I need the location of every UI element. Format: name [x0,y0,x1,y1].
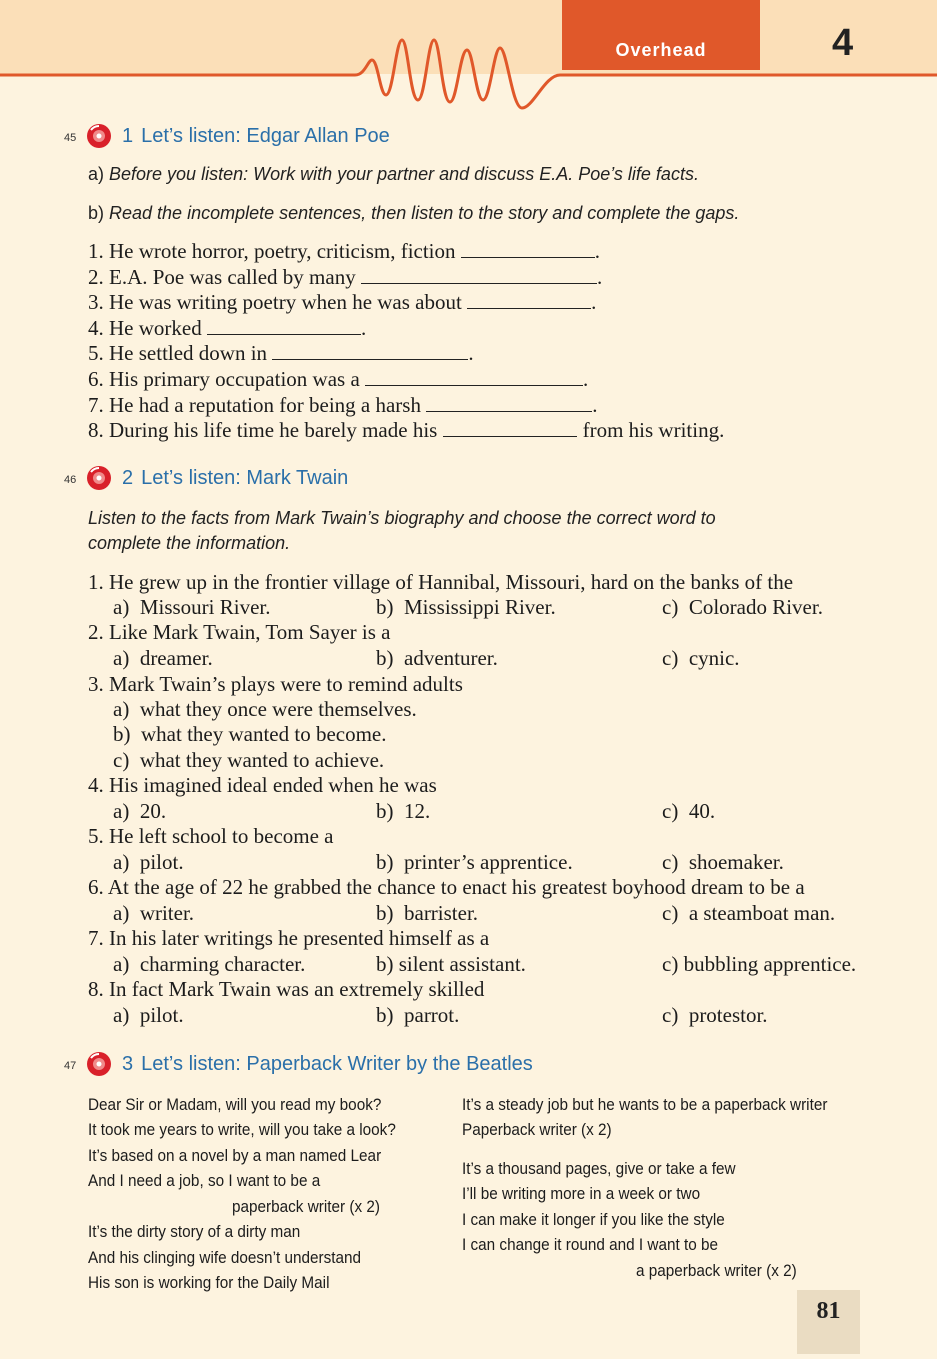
section-1-heading [0,122,937,152]
lyric-line: paperback writer (x 2) [232,1197,380,1216]
page-number-box [797,1290,860,1354]
option-c[interactable]: c) Colorado River. [662,595,823,619]
option-c[interactable]: c) what they wanted to achieve. [113,748,385,772]
gap-item-5: 5. He settled down in . [88,341,474,365]
option-b[interactable]: b) Mississippi River. [376,595,556,619]
answer-blank[interactable] [461,239,595,258]
lyric-line: It took me years to write, will you take a look? [88,1120,396,1139]
lyric-line: Paperback writer (x 2) [462,1120,612,1139]
option-c[interactable]: c) 40. [662,799,716,823]
cd-audio-icon[interactable] [85,122,113,150]
lyric-line: I can make it longer if you like the style [462,1210,725,1229]
option-a[interactable]: a) Missouri River. [113,595,271,619]
cd-audio-icon[interactable] [85,1050,113,1078]
page-header [0,0,937,112]
track-number: 45 [64,132,77,144]
option-c[interactable]: c) protestor. [662,1003,768,1027]
question-1: 1. He grew up in the frontier village of Hannibal, Missouri, hard on the banks of the [88,570,794,594]
lyric-line: It’s based on a novel by a man named Lear [88,1146,382,1165]
section-2-heading [0,464,937,494]
option-c[interactable]: c) a steamboat man. [662,901,836,925]
overhead-label: Overhead [615,40,707,60]
lyric-line: Dear Sir or Madam, will you read my book? [88,1095,382,1114]
question-7: 7. In his later writings he presented himself as a [88,926,490,950]
track-number: 46 [64,474,77,486]
section-title: 3 Let’s listen: Paperback Writer by the Beatles [122,1053,533,1075]
option-a[interactable]: a) charming character. [113,952,306,976]
lyric-line: It’s the dirty story of a dirty man [88,1222,301,1241]
lyric-line: I can change it round and I want to be [462,1235,719,1254]
gap-item-6: 6. His primary occupation was a . [88,367,589,391]
option-b[interactable]: b) adventurer. [376,646,498,670]
lyric-line: It’s a thousand pages, give or take a few [462,1159,736,1178]
option-a[interactable]: a) 20. [113,799,167,823]
lyric-line: His son is working for the Daily Mail [88,1273,330,1292]
overhead-tab [562,0,760,70]
answer-blank[interactable] [361,265,597,284]
instruction-b: b) Read the incomplete sentences, then listen to the story and complete the gaps. [88,203,740,223]
option-b[interactable]: b) silent assistant. [376,952,526,976]
gap-item-8: 8. During his life time he barely made his from his writing. [88,418,725,442]
answer-blank[interactable] [365,367,583,386]
section-3-heading [0,1050,937,1080]
option-a[interactable]: a) writer. [113,901,195,925]
instruction-a: a) Before you listen: Work with your partner and discuss E.A. Poe’s life facts. [88,164,699,184]
option-a[interactable]: a) dreamer. [113,646,213,670]
option-b[interactable]: b) barrister. [376,901,479,925]
gap-item-3: 3. He was writing poetry when he was about . [88,290,597,314]
option-b[interactable]: b) 12. [376,799,431,823]
option-c[interactable]: c) shoemaker. [662,850,784,874]
option-b[interactable]: b) printer’s apprentice. [376,850,573,874]
option-c[interactable]: c) bubbling apprentice. [662,952,857,976]
gap-item-7: 7. He had a reputation for being a harsh . [88,393,598,417]
page-number: 81 [816,1298,841,1324]
lyric-line: a paperback writer (x 2) [636,1261,797,1280]
answer-blank[interactable] [443,418,577,437]
answer-blank[interactable] [467,290,591,309]
twain-instruction: Listen to the facts from Mark Twain’s biography and choose the correct word to complete the information. [88,508,716,553]
question-2: 2. Like Mark Twain, Tom Sayer is a [88,620,391,644]
lyric-line: It’s a steady job but he wants to be a paperback writer [462,1095,828,1114]
option-c[interactable]: c) cynic. [662,646,740,670]
lyric-line: I’ll be writing more in a week or two [462,1184,701,1203]
cd-audio-icon[interactable] [85,464,113,492]
unit-number: 4 [832,22,854,64]
header-wave-decoration [0,0,937,112]
question-8: 8. In fact Mark Twain was an extremely skilled [88,977,485,1001]
option-b[interactable]: b) parrot. [376,1003,460,1027]
question-3: 3. Mark Twain’s plays were to remind adults [88,672,463,696]
lyric-line: And his clinging wife doesn’t understand [88,1248,362,1267]
question-6: 6. At the age of 22 he grabbed the chance to enact his greatest boyhood dream to be a [88,875,805,899]
answer-blank[interactable] [272,341,468,360]
option-a[interactable]: a) pilot. [113,1003,184,1027]
gap-item-1: 1. He wrote horror, poetry, criticism, fiction . [88,239,601,263]
gap-item-4: 4. He worked . [88,316,367,340]
option-a[interactable]: a) what they once were themselves. [113,697,417,721]
lyric-line: And I need a job, so I want to be a [88,1171,321,1190]
gap-item-2: 2. E.A. Poe was called by many . [88,265,603,289]
question-4: 4. His imagined ideal ended when he was [88,773,437,797]
section-title: 1 Let’s listen: Edgar Allan Poe [122,125,390,147]
question-5: 5. He left school to become a [88,824,334,848]
option-b[interactable]: b) what they wanted to become. [113,722,387,746]
section-title: 2 Let’s listen: Mark Twain [122,467,349,489]
answer-blank[interactable] [207,316,361,335]
option-a[interactable]: a) pilot. [113,850,184,874]
track-number: 47 [64,1060,77,1072]
answer-blank[interactable] [426,393,592,412]
